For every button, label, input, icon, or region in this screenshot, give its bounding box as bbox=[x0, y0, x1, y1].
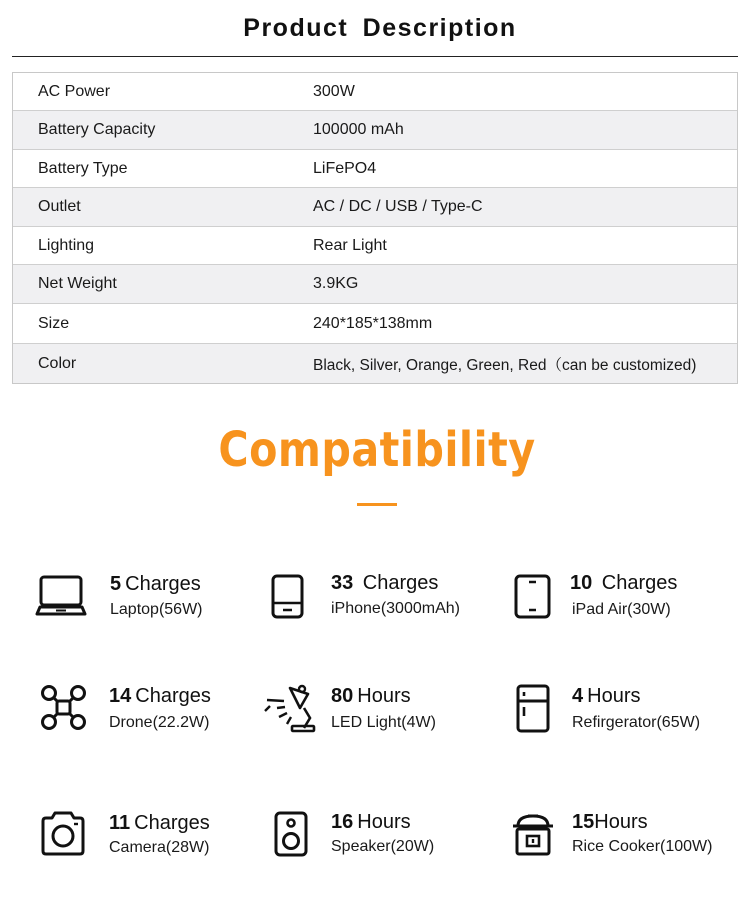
charge-count: 11 Charges bbox=[109, 812, 210, 834]
spec-key: Battery Capacity bbox=[38, 121, 156, 138]
table-row bbox=[13, 111, 737, 150]
spec-value: 300W bbox=[313, 82, 355, 100]
device-label: Camera(28W) bbox=[109, 839, 210, 856]
title-divider bbox=[12, 56, 738, 57]
charge-count: 10 Charges bbox=[570, 572, 678, 594]
phone-icon bbox=[271, 572, 311, 622]
table-row bbox=[13, 265, 737, 304]
device-label: LED Light(4W) bbox=[331, 714, 436, 731]
spec-table bbox=[12, 72, 738, 384]
spec-key: Color bbox=[38, 354, 77, 372]
table-row bbox=[13, 344, 737, 383]
spec-key: Outlet bbox=[38, 198, 81, 215]
spec-key: Net Weight bbox=[38, 275, 117, 292]
device-label: Laptop(56W) bbox=[110, 601, 203, 618]
compatibility-title: Compatibility bbox=[218, 422, 536, 478]
spec-value: AC / DC / USB / Type-C bbox=[313, 198, 483, 215]
table-row bbox=[13, 73, 737, 111]
table-row bbox=[13, 150, 737, 188]
speaker-icon bbox=[274, 810, 314, 860]
device-label: iPhone(3000mAh) bbox=[331, 600, 460, 617]
device-label: Speaker(20W) bbox=[331, 838, 435, 855]
spec-value: Rear Light bbox=[313, 236, 387, 254]
spec-value: 240*185*138mm bbox=[313, 314, 433, 332]
drone-icon bbox=[40, 684, 90, 734]
table-row bbox=[13, 188, 737, 227]
camera-icon bbox=[40, 811, 90, 859]
device-label: Drone(22.2W) bbox=[109, 714, 210, 731]
fridge-icon bbox=[516, 684, 556, 734]
device-label: Rice Cooker(100W) bbox=[572, 838, 713, 855]
table-row bbox=[13, 304, 737, 344]
rice-cooker-icon bbox=[512, 812, 558, 858]
laptop-icon bbox=[36, 570, 92, 622]
spec-key: Lighting bbox=[38, 236, 95, 254]
spec-value: 3.9KG bbox=[313, 275, 359, 292]
lamp-icon bbox=[264, 684, 320, 734]
device-label: Refirgerator(65W) bbox=[572, 714, 701, 731]
compatibility-divider bbox=[357, 503, 397, 506]
spec-value: 100000 mAh bbox=[313, 121, 404, 138]
hours-count: 15Hours bbox=[572, 811, 648, 833]
spec-key: Battery Type bbox=[38, 159, 128, 177]
page-title: Product Description bbox=[243, 14, 517, 42]
spec-value: Black, Silver, Orange, Green, Red（can be customized) bbox=[313, 356, 697, 374]
spec-value: LiFePO4 bbox=[313, 159, 377, 177]
charge-count: 33 Charges bbox=[331, 572, 439, 594]
tablet-icon bbox=[514, 572, 554, 622]
hours-count: 16 Hours bbox=[331, 811, 411, 833]
spec-key: AC Power bbox=[38, 82, 111, 100]
spec-key: Size bbox=[38, 314, 70, 332]
device-label: iPad Air(30W) bbox=[572, 601, 671, 618]
hours-count: 80 Hours bbox=[331, 685, 411, 707]
hours-count: 4 Hours bbox=[572, 685, 641, 707]
table-row bbox=[13, 227, 737, 265]
charge-count: 5 Charges bbox=[110, 573, 201, 595]
charge-count: 14 Charges bbox=[109, 685, 211, 707]
